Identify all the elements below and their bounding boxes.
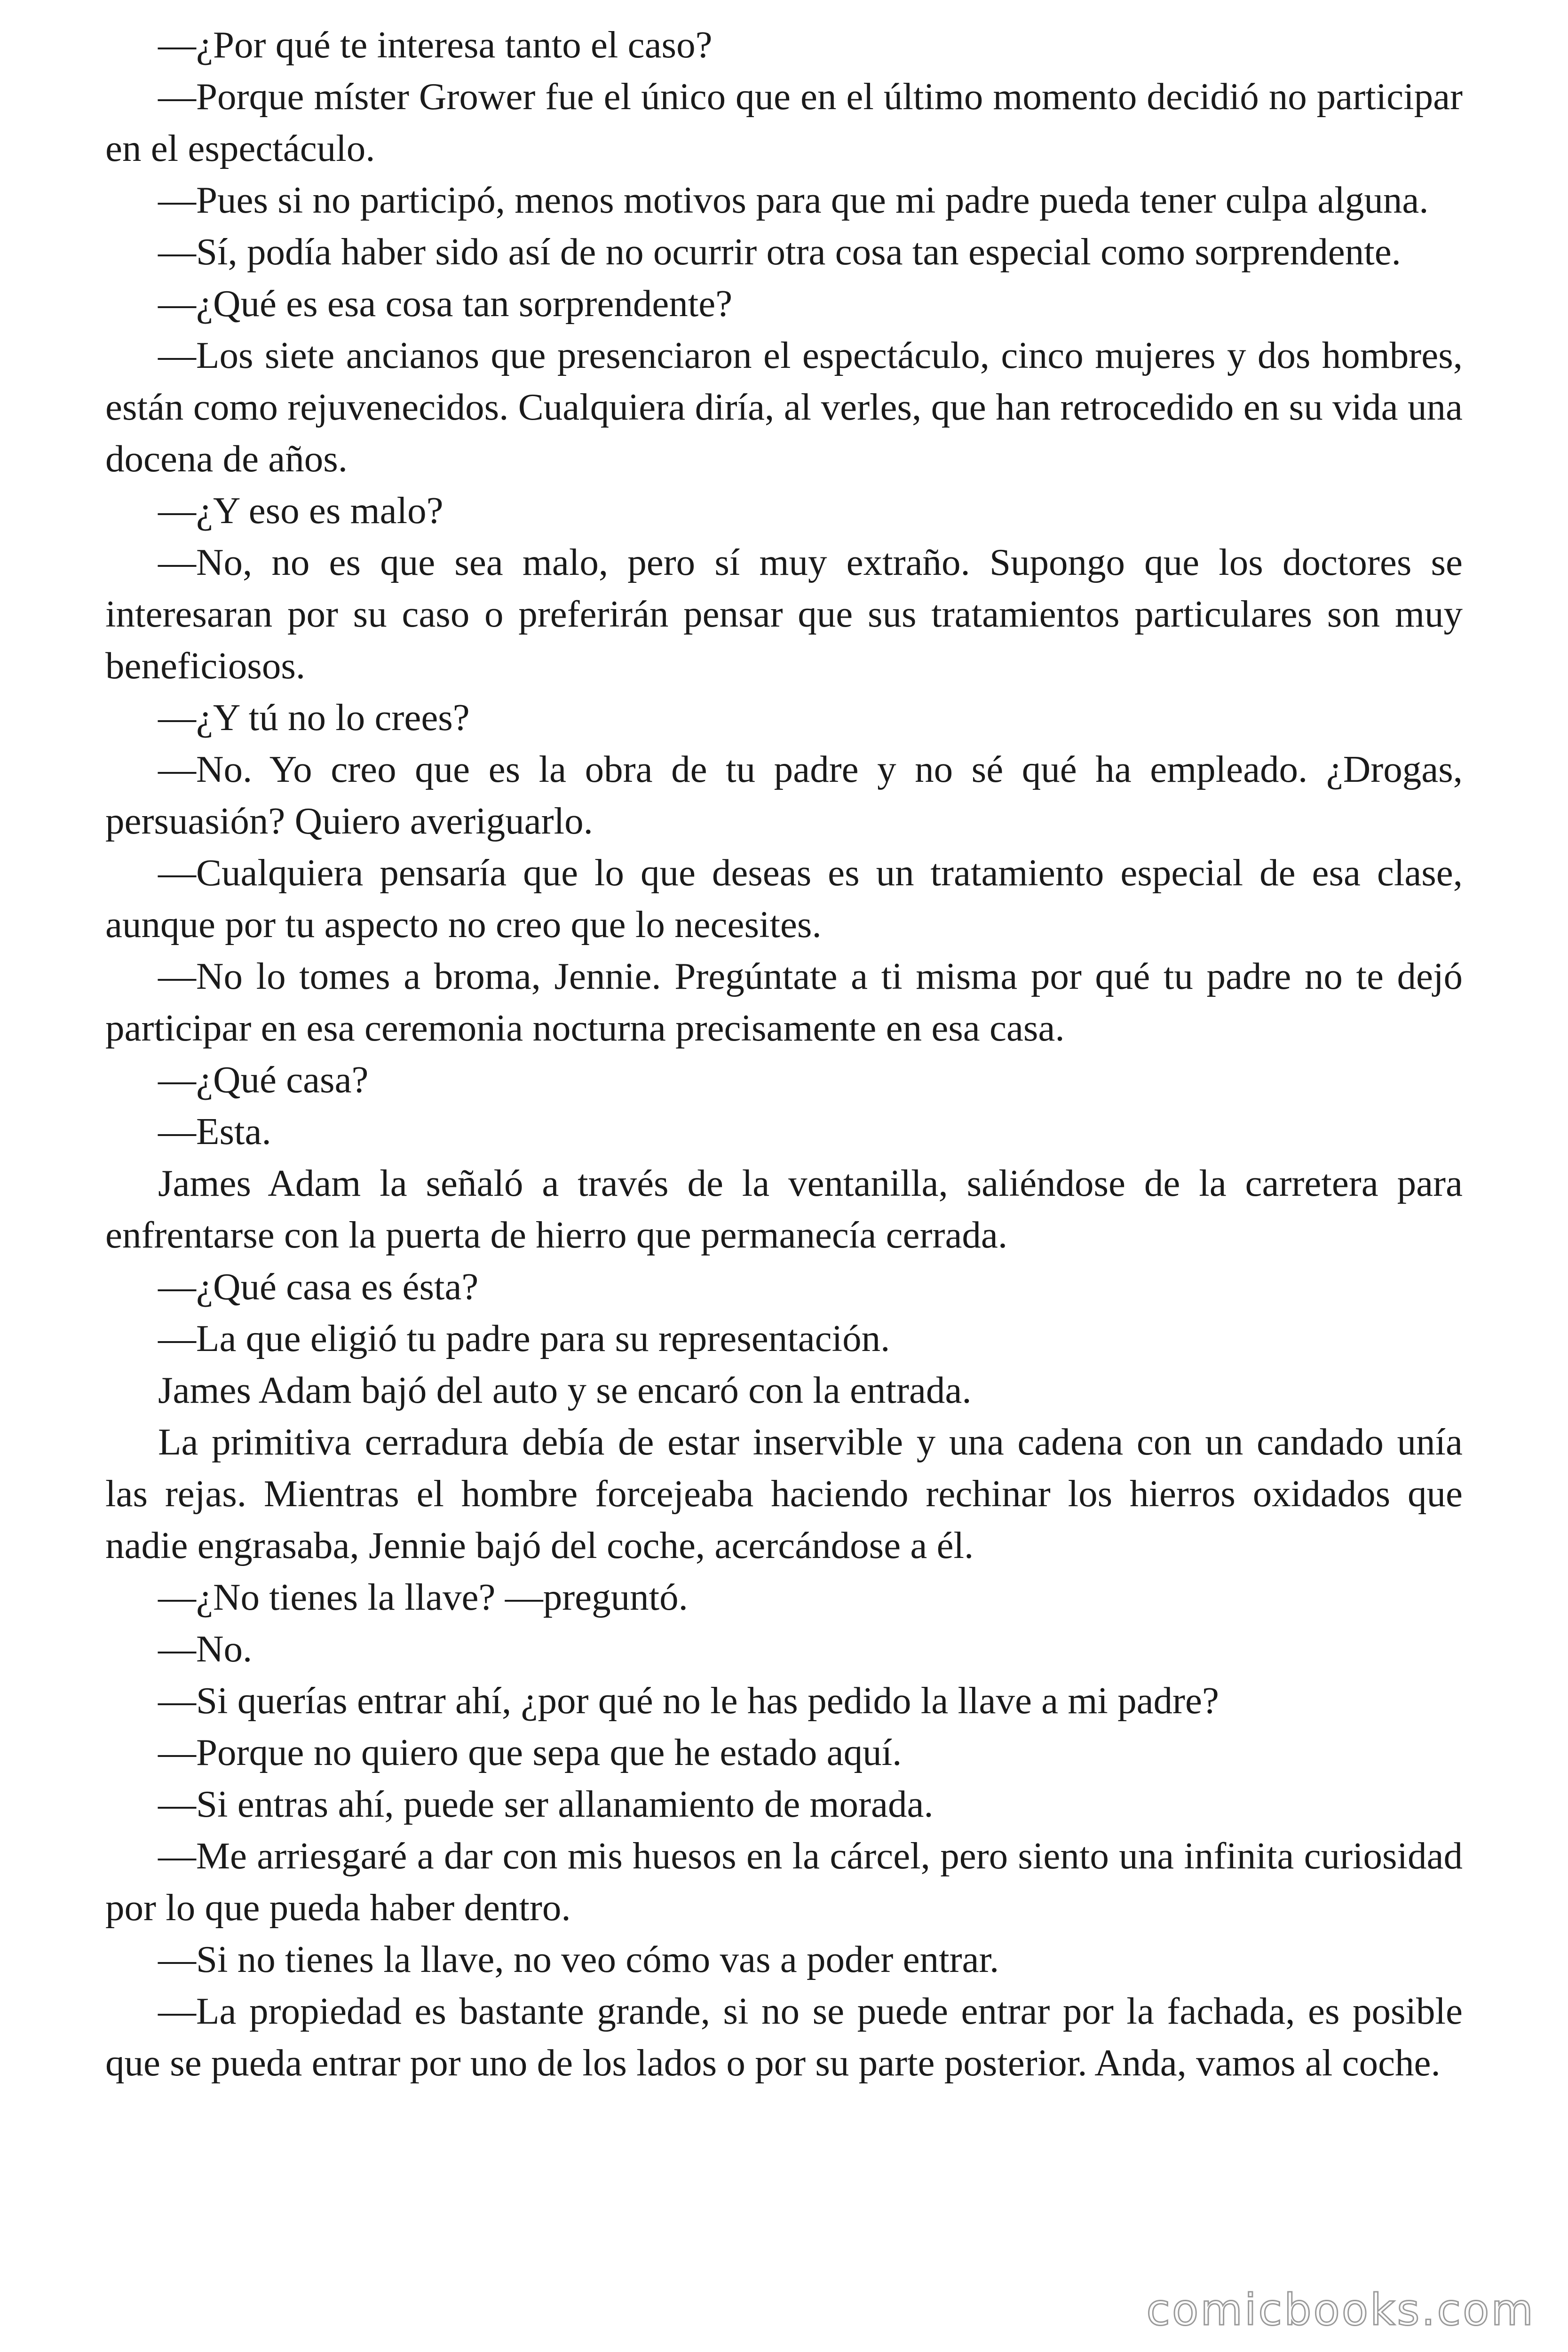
body-text (105, 19, 1463, 2089)
paragraph: —¿Qué casa? (158, 1058, 369, 1101)
paragraph: James Adam la señaló a través de la ventanilla, saliéndose de la carretera para enfrentarse con la puerta de hierro que permanecía cerrada. (105, 1162, 1463, 1256)
paragraph: —Porque míster Grower fue el único que en el último momento decidió no participar en el espectáculo. (105, 75, 1463, 169)
paragraph: —Cualquiera pensaría que lo que deseas es un tratamiento especial de esa clase, aunque por tu aspecto no creo que lo necesites. (105, 851, 1463, 946)
paragraph: —Si no tienes la llave, no veo cómo vas a poder entrar. (158, 1938, 999, 1980)
paragraph: —No. (158, 1628, 253, 1670)
paragraph: —¿Qué casa es ésta? (158, 1265, 479, 1308)
paragraph: —La que eligió tu padre para su representación. (158, 1317, 890, 1359)
paragraph: —Si entras ahí, puede ser allanamiento de morada. (158, 1783, 934, 1825)
paragraph: —¿Y eso es malo? (158, 489, 443, 532)
paragraph: —Esta. (158, 1110, 271, 1152)
paragraph: —La propiedad es bastante grande, si no se puede entrar por la fachada, es posible que se pueda entrar por uno de los lados o por su parte posterior. Anda, vamos al coche. (105, 1990, 1463, 2084)
paragraph: La primitiva cerradura debía de estar inservible y una cadena con un candado unía las rejas. Mientras el hombre forcejeaba haciendo rechinar los hierros oxidados que nadie engrasaba, Jennie bajó del coche, acercándose a él. (105, 1421, 1463, 1566)
paragraph: James Adam bajó del auto y se encaró con la entrada. (158, 1369, 972, 1411)
paragraph: —No, no es que sea malo, pero sí muy extraño. Supongo que los doctores se interesaran por su caso o preferirán pensar que sus tratamientos particulares son muy beneficiosos. (105, 541, 1463, 687)
paragraph: —Los siete ancianos que presenciaron el espectáculo, cinco mujeres y dos hombres, están como rejuvenecidos. Cualquiera diría, al verles, que han retrocedido en su vida una docena de años. (105, 334, 1463, 480)
paragraph: —¿Qué es esa cosa tan sorprendente? (158, 282, 733, 325)
paragraph: —Sí, podía haber sido así de no ocurrir otra cosa tan especial como sorprendente. (158, 230, 1401, 273)
watermark: comicbooks.com (1146, 2285, 1535, 2335)
paragraph: —No lo tomes a broma, Jennie. Pregúntate a ti misma por qué tu padre no te dejó participar en esa ceremonia nocturna precisamente en esa casa. (105, 955, 1463, 1049)
paragraph: —Pues si no participó, menos motivos para que mi padre pueda tener culpa alguna. (158, 179, 1429, 221)
paragraph: —¿No tienes la llave? —preguntó. (158, 1576, 688, 1618)
paragraph: —Me arriesgaré a dar con mis huesos en la cárcel, pero siento una infinita curiosidad por lo que pueda haber dentro. (105, 1835, 1463, 1929)
paragraph: —Si querías entrar ahí, ¿por qué no le has pedido la llave a mi padre? (158, 1679, 1219, 1722)
paragraph: —¿Por qué te interesa tanto el caso? (158, 24, 713, 66)
paragraph: —No. Yo creo que es la obra de tu padre y no sé qué ha empleado. ¿Drogas, persuasión? Quiero averiguarlo. (105, 748, 1463, 842)
paragraph: —¿Y tú no lo crees? (158, 696, 470, 739)
paragraph: —Porque no quiero que sepa que he estado aquí. (158, 1731, 902, 1773)
